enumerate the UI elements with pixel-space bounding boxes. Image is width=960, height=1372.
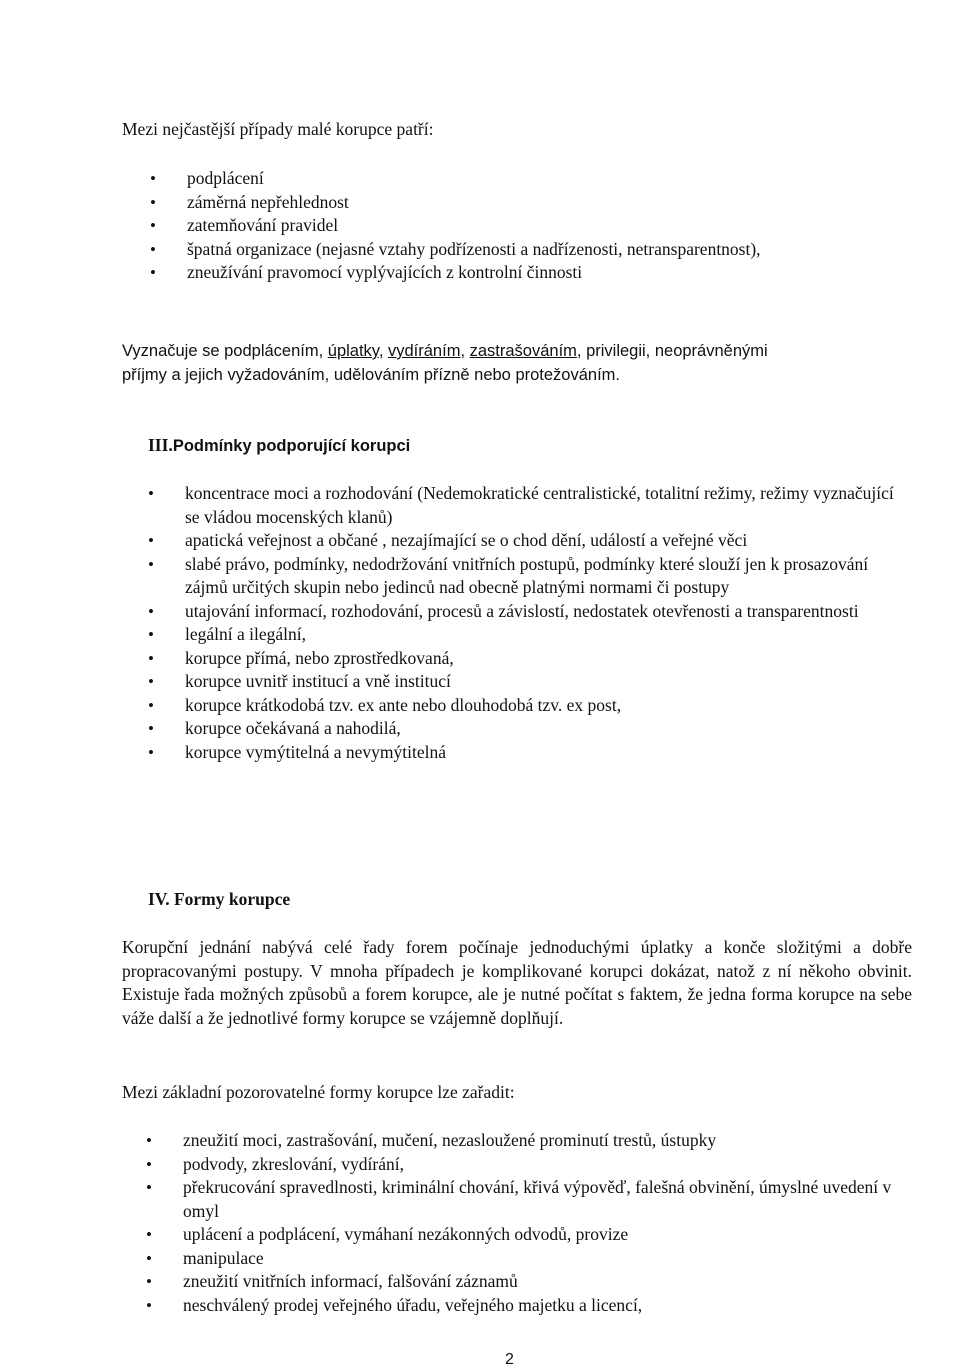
list-item: • překrucování spravedlnosti, kriminální chování, křivá výpověď, falešná obvinění, úmyslné uvedení v omyl [146, 1176, 906, 1223]
characterization-line2: příjmy a jejich vyžadováním, udělováním přízně nebo protežováním. [122, 366, 620, 384]
page-number: 2 [505, 1351, 514, 1368]
characterization-link-intimidation: zastrašováním [469, 342, 577, 360]
section-4-title: Formy korupce [173, 889, 291, 909]
list-item: • zneužití vnitřních informací, falšování záznamů [146, 1270, 906, 1294]
list-item: • zneužití moci, zastrašování, mučení, nezasloužené prominutí trestů, ústupky [146, 1129, 906, 1153]
section-4-number: IV. [148, 889, 170, 909]
list-item: • apatická veřejnost a občané , nezajímající se o chod dění, událostí a veřejné věci [148, 529, 908, 553]
section-3-number: III. [148, 435, 173, 455]
list-item: • neschválený prodej veřejného úřadu, veřejného majetku a licencí, [146, 1294, 906, 1318]
conditions-list [148, 482, 908, 764]
characterization-paragraph [122, 339, 902, 387]
list-item: • legální a ilegální, [148, 623, 908, 647]
list-item: • manipulace [146, 1247, 906, 1271]
list-item: • zneužívání pravomocí vyplývajících z kontrolní činnosti [150, 261, 890, 285]
list-item: • podvody, zkreslování, vydírání, [146, 1153, 906, 1177]
characterization-lead: Vyznačuje se podplácením, [122, 342, 328, 360]
list-item: • koncentrace moci a rozhodování (Nedemokratické centralistické, totalitní režimy, režimy vyznačující se vládou mocenských klanů) [148, 482, 908, 529]
petty-corruption-list [150, 167, 890, 285]
list-item: • slabé právo, podmínky, nedodržování vnitřních postupů, podmínky které slouží jen k prosazování zájmů určitých skupin nebo jedinců nad obecně platnými normami či postupy [148, 553, 908, 600]
section-3-heading [148, 434, 410, 458]
characterization-rest: , privilegii, neoprávněnými [576, 342, 768, 360]
list-item: • korupce vymýtitelná a nevymýtitelná [148, 741, 908, 765]
list-item: • podplácení [150, 167, 890, 191]
forms-intro: Mezi základní pozorovatelné formy korupce lze zařadit: [122, 1082, 515, 1102]
list-item: • zatemňování pravidel [150, 214, 890, 238]
list-item: • korupce očekávaná a nahodilá, [148, 717, 908, 741]
list-item: • korupce krátkodobá tzv. ex ante nebo dlouhodobá tzv. ex post, [148, 694, 908, 718]
separator: , [460, 342, 470, 360]
list-item: • záměrná nepřehlednost [150, 191, 890, 215]
list-item: • špatná organizace (nejasné vztahy podřízenosti a nadřízenosti, netransparentnost), [150, 238, 890, 262]
forms-paragraph: Korupční jednání nabývá celé řady forem počínaje jednoduchými úplatky a konče složitými a dobře propracovanými postupy. V mnoha případech je komplikované korupci dokázat, natož z ní někoho obvinit. Existuje řada možných způsobů a forem korupce, ale je nutné počítat s faktem, že jedna forma korupce na sebe váže další a že jednotlivé formy korupce se vzájemně doplňují. [122, 937, 912, 1028]
characterization-link-bribes: úplatky [327, 342, 379, 360]
list-item: • utajování informací, rozhodování, procesů a závislostí, nedostatek otevřenosti a transparentnosti [148, 600, 908, 624]
characterization-link-extortion: vydíráním [388, 342, 461, 360]
list-item: • korupce přímá, nebo zprostředkovaná, [148, 647, 908, 671]
separator: , [378, 342, 388, 360]
intro-sentence: Mezi nejčastější případy malé korupce patří: [122, 119, 434, 139]
section-4-heading [148, 888, 290, 912]
list-item: • uplácení a podplácení, vymáhaní nezákonných odvodů, provize [146, 1223, 906, 1247]
list-item: • korupce uvnitř institucí a vně institucí [148, 670, 908, 694]
forms-list [146, 1129, 906, 1317]
section-3-title: Podmínky podporující korupci [172, 437, 411, 455]
